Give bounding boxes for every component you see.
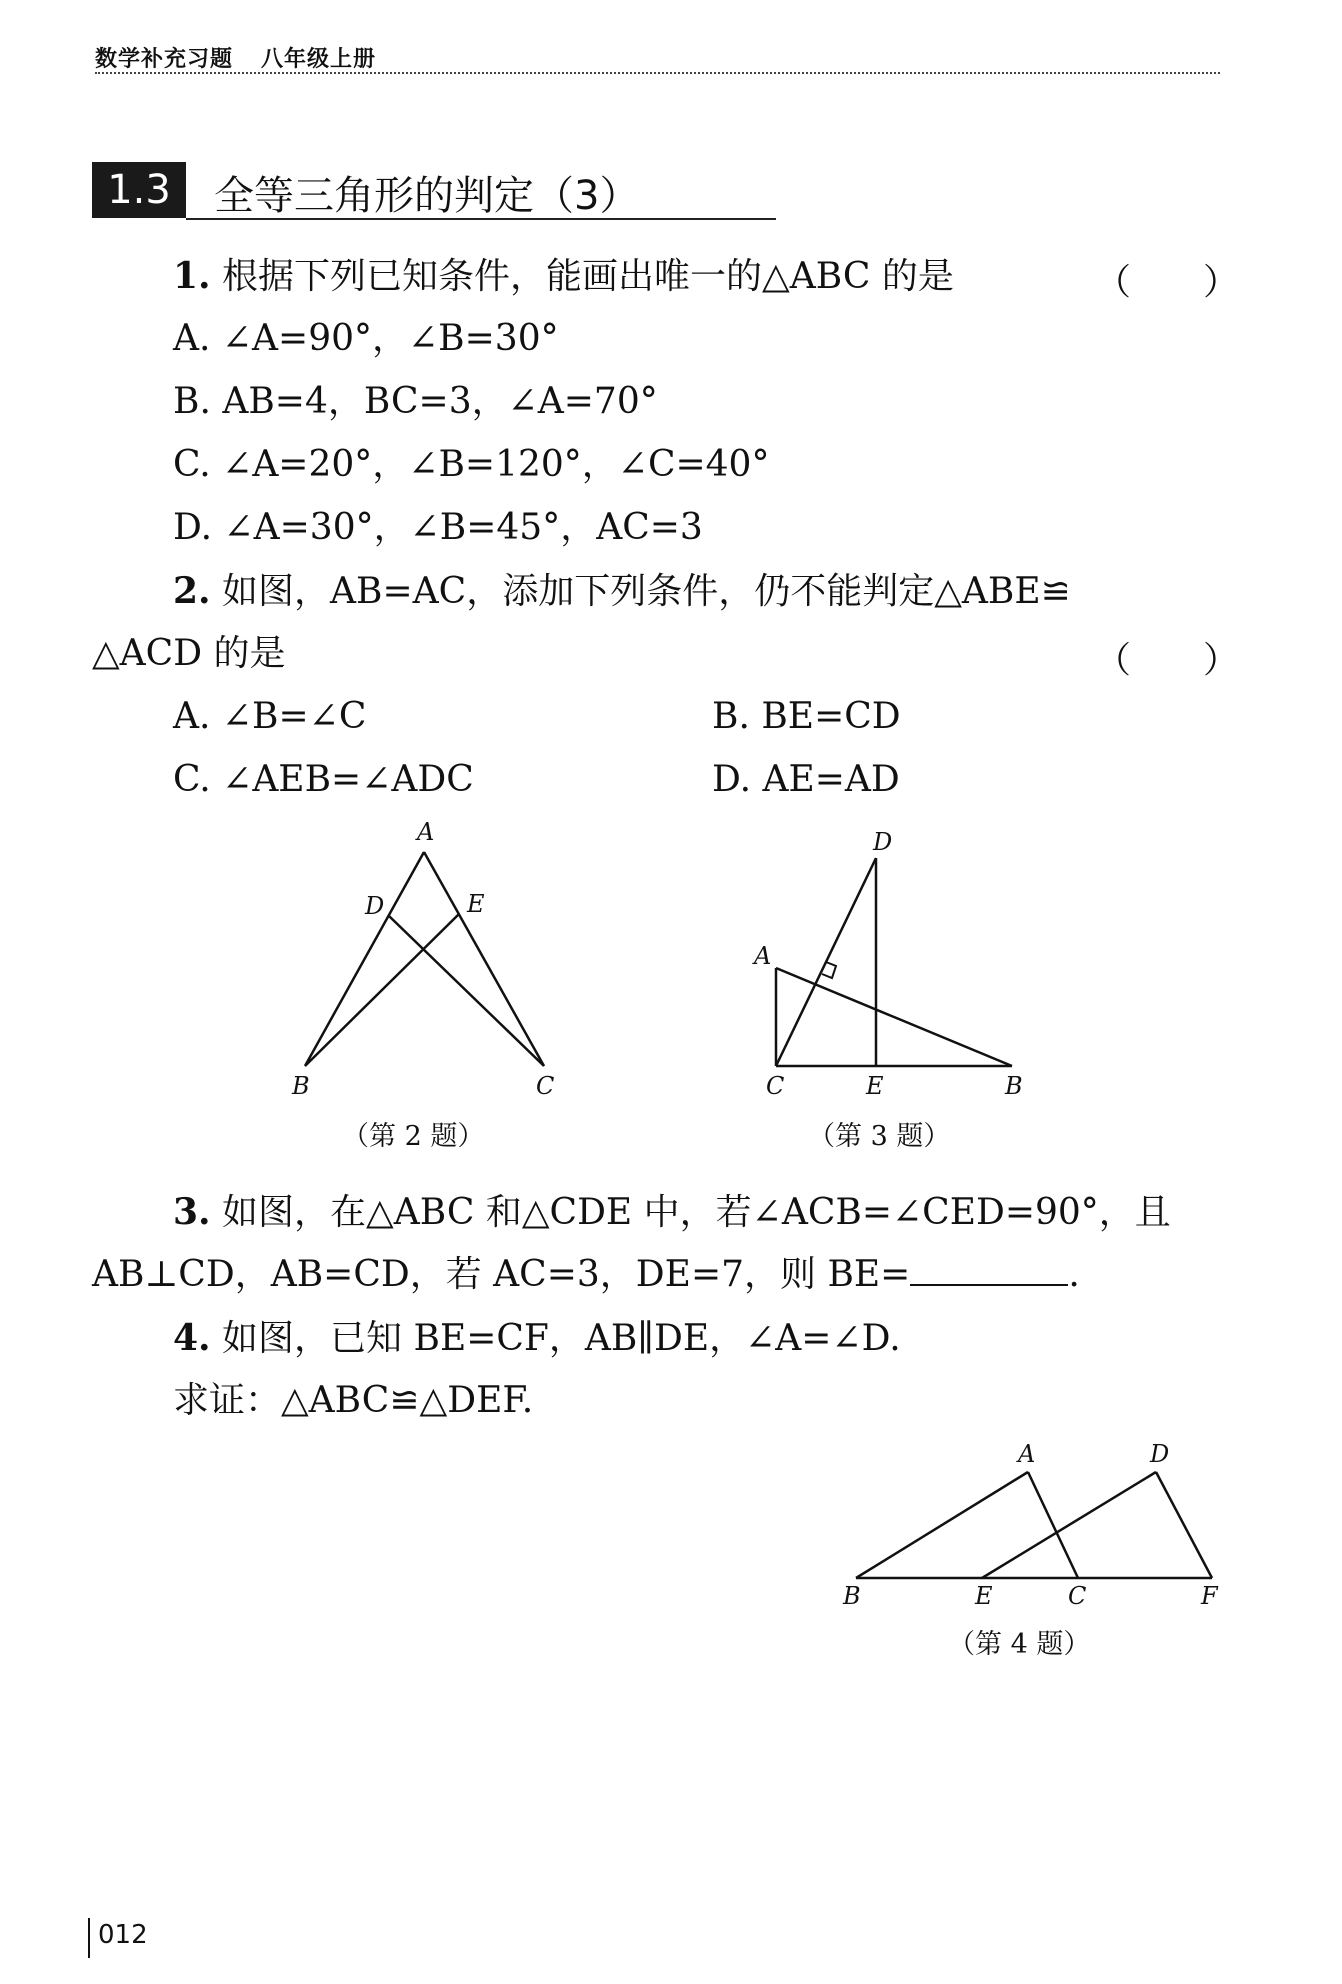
q1-stem-text: 根据下列已知条件，能画出唯一的△ABC 的是 — [222, 256, 954, 297]
q3-line1-text: 如图，在△ABC 和△CDE 中，若∠ACB=∠CED=90°，且 — [222, 1192, 1171, 1233]
figure-2 — [305, 852, 544, 1066]
q1-option-c: C. ∠A=20°，∠B=120°，∠C=40° — [173, 444, 770, 485]
fig2-segment-cd — [389, 916, 544, 1066]
q2-option-b: B. BE=CD — [712, 696, 901, 737]
q1-option-d: D. ∠A=30°，∠B=45°，AC=3 — [173, 507, 703, 548]
fig3-label-a: A — [754, 942, 772, 970]
q3-line1 — [173, 1190, 1171, 1235]
q2-number: 2. — [173, 570, 211, 612]
section-title: 全等三角形的判定（3） — [214, 173, 640, 219]
q2-option-d: D. AE=AD — [712, 759, 900, 800]
fig4-label-d: D — [1150, 1440, 1170, 1468]
fig4-segment-ed — [982, 1472, 1156, 1578]
q3-number: 3. — [173, 1191, 211, 1233]
fig2-label-d: D — [365, 892, 385, 920]
fig3-label-b: B — [1005, 1072, 1023, 1100]
page-number: 012 — [88, 1918, 148, 1958]
fig2-label-e: E — [467, 890, 485, 918]
figure-3 — [776, 858, 1012, 1066]
book-title: 数学补充习题 — [95, 47, 234, 72]
fig2-segment-ac — [424, 852, 544, 1066]
fig2-label-a: A — [417, 818, 435, 846]
q4-number: 4. — [173, 1317, 211, 1359]
section-number: 1.3 — [92, 162, 186, 218]
q4-line1 — [173, 1316, 901, 1361]
fig3-label-c: C — [766, 1072, 785, 1100]
q3-line2-text: AB⊥CD，AB=CD，若 AC=3，DE=7，则 BE= — [92, 1254, 911, 1295]
fig2-caption: （第 2 题） — [342, 1121, 485, 1152]
q1-option-b: B. AB=4，BC=3，∠A=70° — [173, 381, 658, 422]
q1-answer-paren: （ ） — [1095, 262, 1240, 303]
fig4-segment-df — [1156, 1472, 1212, 1578]
grade-label: 八年级上册 — [261, 47, 377, 72]
figure-4 — [856, 1472, 1212, 1578]
q2-option-a: A. ∠B=∠C — [173, 696, 367, 737]
q3-line2-end: . — [1068, 1254, 1080, 1295]
fig2-segment-ab — [305, 852, 424, 1066]
fig4-label-c: C — [1068, 1582, 1087, 1610]
q4-line1-text: 如图，已知 BE=CF，AB∥DE，∠A=∠D. — [222, 1318, 901, 1359]
fig3-label-e: E — [866, 1072, 884, 1100]
fig2-segment-be — [305, 914, 459, 1066]
fig4-label-f: F — [1201, 1582, 1218, 1610]
q2-option-c: C. ∠AEB=∠ADC — [173, 759, 474, 800]
q2-answer-paren: （ ） — [1095, 640, 1240, 681]
fig4-segment-ba — [856, 1472, 1028, 1578]
fig4-caption: （第 4 题） — [948, 1629, 1091, 1660]
fig2-label-b: B — [292, 1072, 310, 1100]
q2-stem-text: 如图，AB=AC，添加下列条件，仍不能判定△ABE≌ — [222, 571, 1071, 612]
fig4-label-b: B — [843, 1582, 861, 1610]
q3-line2 — [92, 1253, 1080, 1297]
fig3-segment-ab — [776, 968, 1012, 1066]
fig4-label-e: E — [975, 1582, 993, 1610]
fig4-label-a: A — [1018, 1440, 1036, 1468]
fig3-caption: （第 3 题） — [808, 1121, 951, 1152]
q2-stem-line2: △ACD 的是 — [92, 633, 286, 674]
q1-option-a: A. ∠A=90°，∠B=30° — [173, 318, 559, 359]
q1-number: 1. — [173, 255, 211, 297]
q3-answer-blank[interactable] — [910, 1254, 1068, 1286]
fig2-label-c: C — [536, 1072, 555, 1100]
q4-line2: 求证：△ABC≌△DEF. — [173, 1380, 534, 1421]
fig3-label-d: D — [873, 828, 893, 856]
